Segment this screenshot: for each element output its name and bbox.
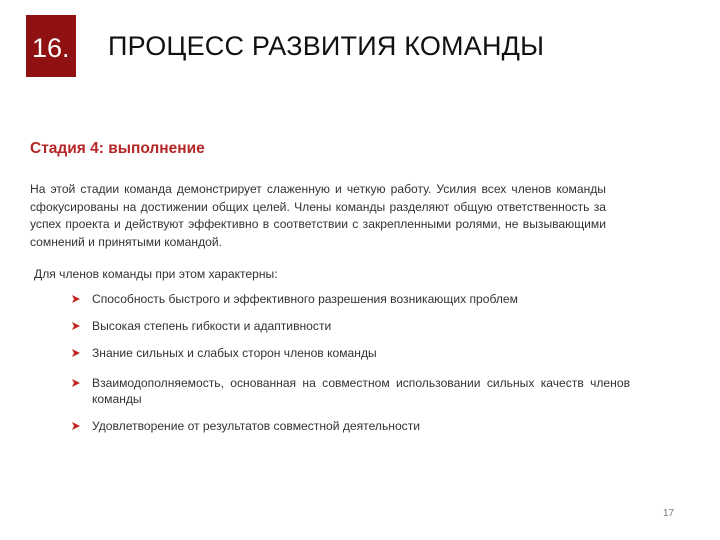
slide-number-badge	[26, 15, 76, 77]
red-arrow-bullet-icon	[71, 421, 81, 431]
list-item-text: Знание сильных и слабых сторон членов команды	[92, 346, 377, 360]
list-item	[70, 375, 630, 407]
list-intro: Для членов команды при этом характерны:	[34, 267, 278, 281]
characteristics-list	[70, 291, 630, 434]
list-item-text: Взаимодополняемость, основанная на совместном использовании сильных качеств членов команды	[92, 376, 630, 406]
page-number: 17	[663, 508, 675, 519]
stage-heading: Стадия 4: выполнение	[30, 140, 205, 157]
list-item-text: Способность быстрого и эффективного разрешения возникающих проблем	[92, 292, 518, 306]
red-arrow-bullet-icon	[71, 321, 81, 331]
red-arrow-bullet-icon	[71, 294, 81, 304]
red-arrow-bullet-icon	[71, 378, 81, 388]
list-item	[70, 291, 630, 307]
list-item	[70, 345, 630, 361]
list-item-text: Удовлетворение от результатов совместной деятельности	[92, 419, 421, 433]
slide-title: ПРОЦЕСС РАЗВИТИЯ КОМАНДЫ	[108, 31, 545, 61]
slide-number: 16.	[32, 33, 70, 63]
list-item	[70, 418, 630, 434]
red-arrow-bullet-icon	[71, 348, 81, 358]
list-item-text: Высокая степень гибкости и адаптивности	[92, 319, 332, 333]
stage-description: На этой стадии команда демонстрирует слаженную и четкую работу. Усилия всех членов команды сфокусированы на достижении общих целей. Члены команды разделяют общую ответственность за успех проекта и действуют эффективно в соответствии с закрепленными ролями, не вызывающими сомнений и принятыми командой.	[30, 182, 606, 249]
list-item	[70, 318, 630, 334]
